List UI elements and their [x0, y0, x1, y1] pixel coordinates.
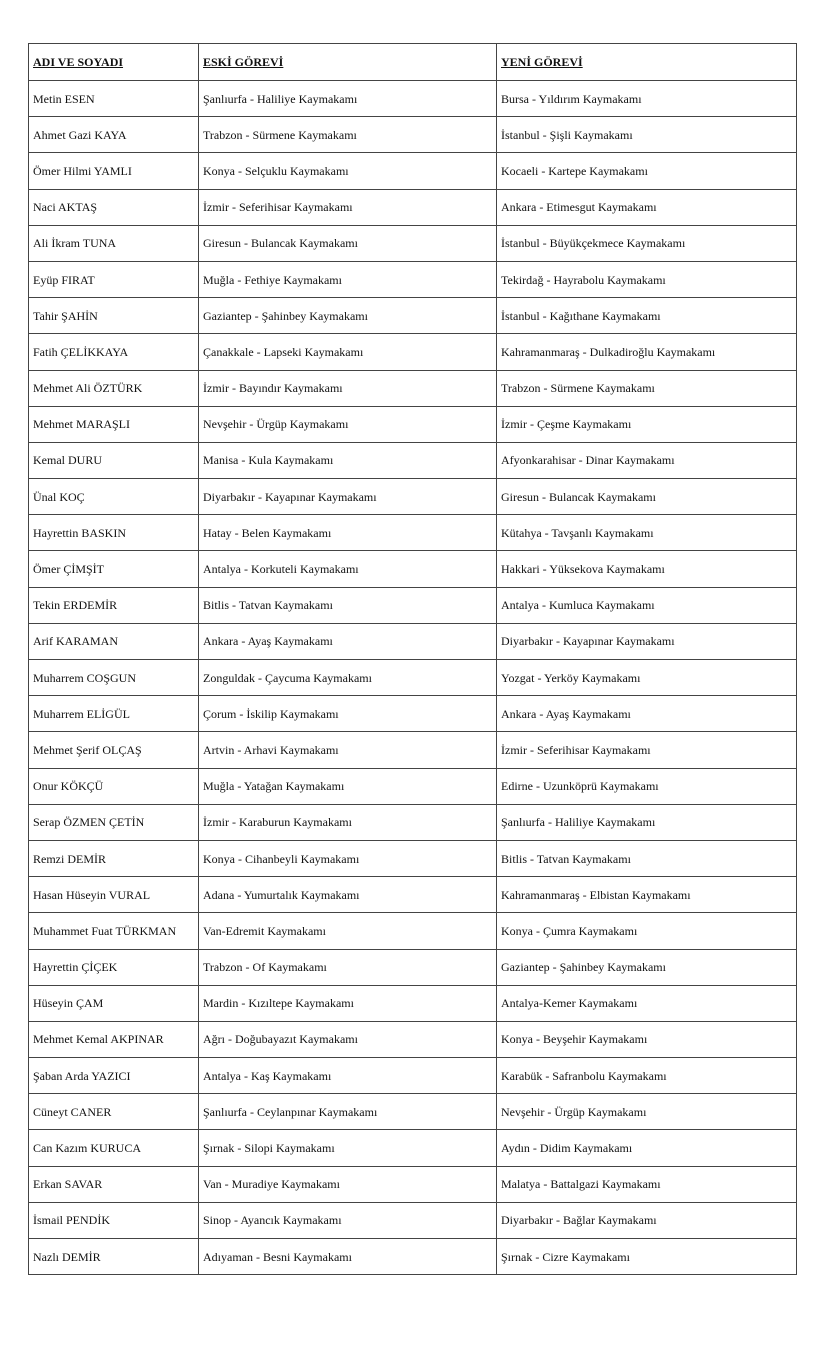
- cell-old-position: Bitlis - Tatvan Kaymakamı: [199, 587, 497, 623]
- cell-name: Tahir ŞAHİN: [29, 298, 199, 334]
- table-row: [29, 1202, 797, 1238]
- cell-new-position: Diyarbakır - Kayapınar Kaymakamı: [497, 623, 797, 659]
- cell-name: Can Kazım KURUCA: [29, 1130, 199, 1166]
- cell-old-position: Manisa - Kula Kaymakamı: [199, 442, 497, 478]
- cell-old-position: Van - Muradiye Kaymakamı: [199, 1166, 497, 1202]
- table-row: [29, 334, 797, 370]
- table-row: [29, 660, 797, 696]
- cell-old-position: Ankara - Ayaş Kaymakamı: [199, 623, 497, 659]
- cell-old-position: Konya - Cihanbeyli Kaymakamı: [199, 840, 497, 876]
- header-name: ADI VE SOYADI: [29, 44, 199, 81]
- cell-old-position: Diyarbakır - Kayapınar Kaymakamı: [199, 479, 497, 515]
- cell-new-position: Bursa - Yıldırım Kaymakamı: [497, 81, 797, 117]
- table-row: [29, 153, 797, 189]
- table-row: [29, 840, 797, 876]
- cell-new-position: Kütahya - Tavşanlı Kaymakamı: [497, 515, 797, 551]
- cell-new-position: Şırnak - Cizre Kaymakamı: [497, 1239, 797, 1275]
- table-row: [29, 696, 797, 732]
- cell-name: Hasan Hüseyin VURAL: [29, 877, 199, 913]
- cell-name: Cüneyt CANER: [29, 1094, 199, 1130]
- cell-new-position: İzmir - Çeşme Kaymakamı: [497, 406, 797, 442]
- cell-old-position: Antalya - Kaş Kaymakamı: [199, 1058, 497, 1094]
- cell-old-position: Muğla - Yatağan Kaymakamı: [199, 768, 497, 804]
- cell-new-position: Konya - Beyşehir Kaymakamı: [497, 1021, 797, 1057]
- cell-new-position: Kahramanmaraş - Elbistan Kaymakamı: [497, 877, 797, 913]
- table-row: [29, 298, 797, 334]
- table-row: [29, 225, 797, 261]
- cell-old-position: Nevşehir - Ürgüp Kaymakamı: [199, 406, 497, 442]
- cell-old-position: Gaziantep - Şahinbey Kaymakamı: [199, 298, 497, 334]
- cell-name: Ahmet Gazi KAYA: [29, 117, 199, 153]
- table-row: [29, 1239, 797, 1275]
- table-row: [29, 768, 797, 804]
- cell-name: Fatih ÇELİKKAYA: [29, 334, 199, 370]
- cell-name: Erkan SAVAR: [29, 1166, 199, 1202]
- header-old-position: ESKİ GÖREVİ: [199, 44, 497, 81]
- cell-name: Arif KARAMAN: [29, 623, 199, 659]
- cell-old-position: Giresun - Bulancak Kaymakamı: [199, 225, 497, 261]
- cell-new-position: Kocaeli - Kartepe Kaymakamı: [497, 153, 797, 189]
- cell-name: Kemal DURU: [29, 442, 199, 478]
- cell-name: Muharrem COŞGUN: [29, 660, 199, 696]
- cell-new-position: Giresun - Bulancak Kaymakamı: [497, 479, 797, 515]
- cell-new-position: Hakkari - Yüksekova Kaymakamı: [497, 551, 797, 587]
- cell-new-position: Karabük - Safranbolu Kaymakamı: [497, 1058, 797, 1094]
- cell-name: Ali İkram TUNA: [29, 225, 199, 261]
- cell-new-position: Malatya - Battalgazi Kaymakamı: [497, 1166, 797, 1202]
- cell-old-position: İzmir - Seferihisar Kaymakamı: [199, 189, 497, 225]
- cell-new-position: Antalya-Kemer Kaymakamı: [497, 985, 797, 1021]
- appointments-table: [28, 43, 797, 1275]
- table-row: [29, 623, 797, 659]
- cell-name: Remzi DEMİR: [29, 840, 199, 876]
- cell-name: Muharrem ELİGÜL: [29, 696, 199, 732]
- cell-old-position: Çanakkale - Lapseki Kaymakamı: [199, 334, 497, 370]
- cell-new-position: Edirne - Uzunköprü Kaymakamı: [497, 768, 797, 804]
- cell-new-position: İstanbul - Şişli Kaymakamı: [497, 117, 797, 153]
- cell-name: Onur KÖKÇÜ: [29, 768, 199, 804]
- cell-name: Hüseyin ÇAM: [29, 985, 199, 1021]
- table-row: [29, 587, 797, 623]
- cell-old-position: Çorum - İskilip Kaymakamı: [199, 696, 497, 732]
- table-body: [29, 81, 797, 1275]
- cell-name: Ömer ÇİMŞİT: [29, 551, 199, 587]
- table-row: [29, 949, 797, 985]
- cell-old-position: Muğla - Fethiye Kaymakamı: [199, 261, 497, 297]
- table-row: [29, 551, 797, 587]
- cell-name: Serap ÖZMEN ÇETİN: [29, 804, 199, 840]
- cell-old-position: Antalya - Korkuteli Kaymakamı: [199, 551, 497, 587]
- cell-name: Ömer Hilmi YAMLI: [29, 153, 199, 189]
- cell-old-position: Trabzon - Of Kaymakamı: [199, 949, 497, 985]
- cell-old-position: Şanlıurfa - Haliliye Kaymakamı: [199, 81, 497, 117]
- cell-new-position: Tekirdağ - Hayrabolu Kaymakamı: [497, 261, 797, 297]
- table-row: [29, 81, 797, 117]
- cell-name: Mehmet Kemal AKPINAR: [29, 1021, 199, 1057]
- cell-new-position: Kahramanmaraş - Dulkadiroğlu Kaymakamı: [497, 334, 797, 370]
- table-row: [29, 1166, 797, 1202]
- cell-old-position: Adana - Yumurtalık Kaymakamı: [199, 877, 497, 913]
- header-new-position: YENİ GÖREVİ: [497, 44, 797, 81]
- cell-old-position: Şanlıurfa - Ceylanpınar Kaymakamı: [199, 1094, 497, 1130]
- cell-new-position: Ankara - Ayaş Kaymakamı: [497, 696, 797, 732]
- cell-old-position: Şırnak - Silopi Kaymakamı: [199, 1130, 497, 1166]
- cell-new-position: Ankara - Etimesgut Kaymakamı: [497, 189, 797, 225]
- cell-name: Nazlı DEMİR: [29, 1239, 199, 1275]
- cell-name: Metin ESEN: [29, 81, 199, 117]
- table-row: [29, 261, 797, 297]
- cell-old-position: Konya - Selçuklu Kaymakamı: [199, 153, 497, 189]
- header-row: [29, 44, 797, 81]
- cell-name: Mehmet Şerif OLÇAŞ: [29, 732, 199, 768]
- cell-old-position: Artvin - Arhavi Kaymakamı: [199, 732, 497, 768]
- cell-new-position: İstanbul - Kağıthane Kaymakamı: [497, 298, 797, 334]
- cell-name: Ünal KOÇ: [29, 479, 199, 515]
- cell-new-position: Trabzon - Sürmene Kaymakamı: [497, 370, 797, 406]
- cell-name: Hayrettin BASKIN: [29, 515, 199, 551]
- cell-old-position: Zonguldak - Çaycuma Kaymakamı: [199, 660, 497, 696]
- cell-name: Mehmet MARAŞLI: [29, 406, 199, 442]
- table-row: [29, 1021, 797, 1057]
- table-row: [29, 370, 797, 406]
- cell-new-position: Afyonkarahisar - Dinar Kaymakamı: [497, 442, 797, 478]
- cell-name: Mehmet Ali ÖZTÜRK: [29, 370, 199, 406]
- table-row: [29, 189, 797, 225]
- table-row: [29, 732, 797, 768]
- table-row: [29, 1058, 797, 1094]
- cell-name: Şaban Arda YAZICI: [29, 1058, 199, 1094]
- cell-old-position: Adıyaman - Besni Kaymakamı: [199, 1239, 497, 1275]
- cell-old-position: İzmir - Bayındır Kaymakamı: [199, 370, 497, 406]
- table-row: [29, 1094, 797, 1130]
- cell-new-position: Konya - Çumra Kaymakamı: [497, 913, 797, 949]
- table-header: [29, 44, 797, 81]
- cell-new-position: Aydın - Didim Kaymakamı: [497, 1130, 797, 1166]
- table-row: [29, 985, 797, 1021]
- cell-new-position: İstanbul - Büyükçekmece Kaymakamı: [497, 225, 797, 261]
- table-row: [29, 877, 797, 913]
- cell-name: Muhammet Fuat TÜRKMAN: [29, 913, 199, 949]
- table-row: [29, 479, 797, 515]
- cell-new-position: Bitlis - Tatvan Kaymakamı: [497, 840, 797, 876]
- cell-new-position: Gaziantep - Şahinbey Kaymakamı: [497, 949, 797, 985]
- cell-old-position: İzmir - Karaburun Kaymakamı: [199, 804, 497, 840]
- table-row: [29, 442, 797, 478]
- table-row: [29, 117, 797, 153]
- table-row: [29, 913, 797, 949]
- cell-old-position: Van-Edremit Kaymakamı: [199, 913, 497, 949]
- cell-new-position: Şanlıurfa - Haliliye Kaymakamı: [497, 804, 797, 840]
- cell-name: Tekin ERDEMİR: [29, 587, 199, 623]
- cell-old-position: Trabzon - Sürmene Kaymakamı: [199, 117, 497, 153]
- cell-new-position: Diyarbakır - Bağlar Kaymakamı: [497, 1202, 797, 1238]
- cell-old-position: Sinop - Ayancık Kaymakamı: [199, 1202, 497, 1238]
- table-row: [29, 804, 797, 840]
- cell-name: Hayrettin ÇİÇEK: [29, 949, 199, 985]
- cell-name: Naci AKTAŞ: [29, 189, 199, 225]
- cell-new-position: Nevşehir - Ürgüp Kaymakamı: [497, 1094, 797, 1130]
- cell-name: Eyüp FIRAT: [29, 261, 199, 297]
- cell-name: İsmail PENDİK: [29, 1202, 199, 1238]
- table-row: [29, 515, 797, 551]
- cell-old-position: Ağrı - Doğubayazıt Kaymakamı: [199, 1021, 497, 1057]
- table-row: [29, 406, 797, 442]
- table-row: [29, 1130, 797, 1166]
- cell-old-position: Mardin - Kızıltepe Kaymakamı: [199, 985, 497, 1021]
- cell-new-position: Antalya - Kumluca Kaymakamı: [497, 587, 797, 623]
- cell-new-position: İzmir - Seferihisar Kaymakamı: [497, 732, 797, 768]
- cell-old-position: Hatay - Belen Kaymakamı: [199, 515, 497, 551]
- cell-new-position: Yozgat - Yerköy Kaymakamı: [497, 660, 797, 696]
